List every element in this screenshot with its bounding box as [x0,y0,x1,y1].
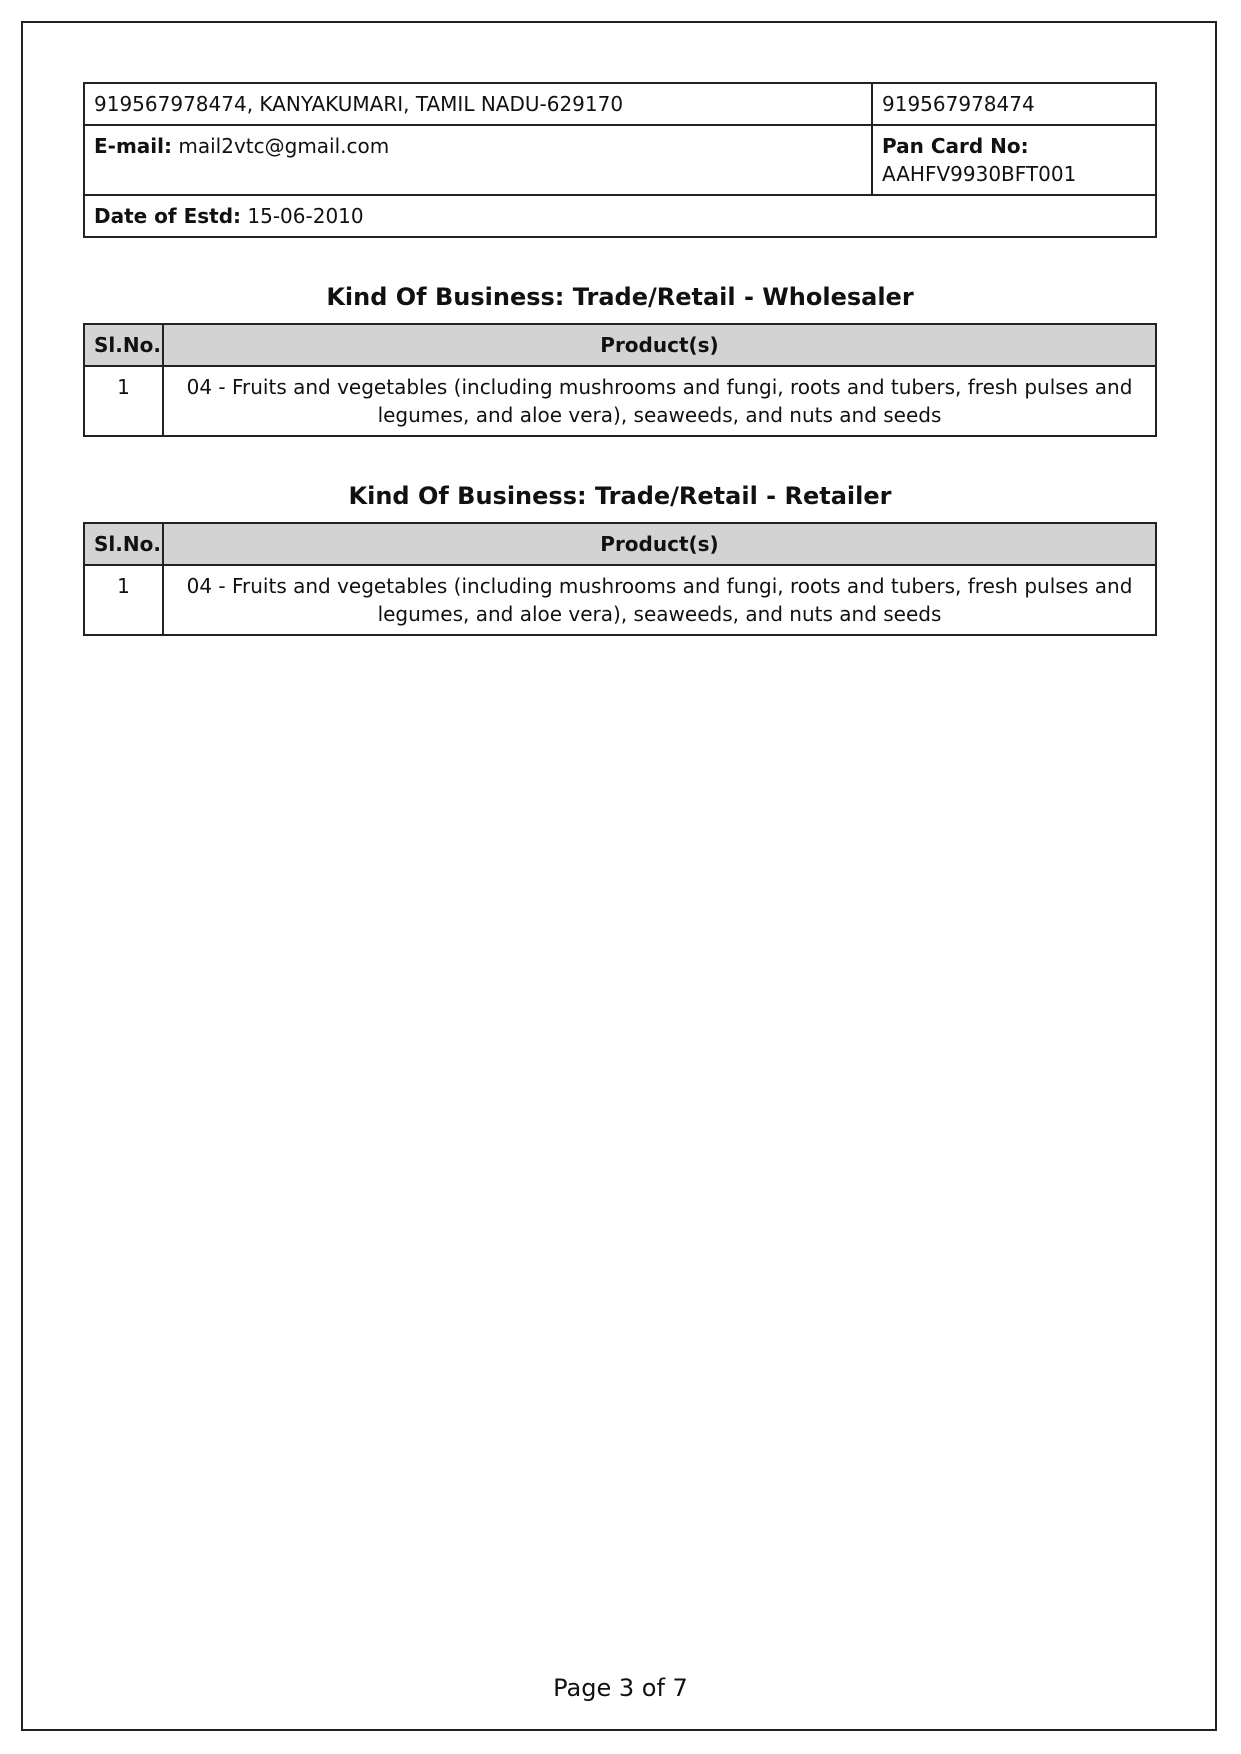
phone-value: 919567978474 [882,92,1035,116]
address-cell [84,83,872,125]
phone-cell [872,83,1156,125]
email-value: mail2vtc@gmail.com [178,134,390,158]
document-content [83,82,1157,636]
product-header: Product(s) [163,324,1156,366]
table-row [84,565,1156,635]
slno-header: Sl.No. [84,523,163,565]
pan-value: AAHFV9930BFT001 [882,162,1077,186]
email-label: E-mail: [94,134,173,158]
pan-label: Pan Card No: [882,134,1029,158]
product-cell: 04 - Fruits and vegetables (including mushrooms and fungi, roots and tubers, fresh pulses and legumes, and aloe vera), seaweeds, and nuts and seeds [163,366,1156,436]
contact-info-table [83,82,1157,238]
estd-label: Date of Estd: [94,204,242,228]
estd-value: 15-06-2010 [247,204,364,228]
product-cell: 04 - Fruits and vegetables (including mushrooms and fungi, roots and tubers, fresh pulses and legumes, and aloe vera), seaweeds, and nuts and seeds [163,565,1156,635]
page-number: Page 3 of 7 [553,1674,688,1702]
section-title-wholesaler: Kind Of Business: Trade/Retail - Wholesaler [326,283,914,311]
products-table-retailer [83,522,1157,636]
estd-cell [84,195,1156,237]
table-row [84,366,1156,436]
email-cell [84,125,872,195]
products-table-wholesaler [83,323,1157,437]
product-header: Product(s) [163,523,1156,565]
slno-header: Sl.No. [84,324,163,366]
table-header-row [84,523,1156,565]
section-title-retailer: Kind Of Business: Trade/Retail - Retailer [348,482,892,510]
address-value: 919567978474, KANYAKUMARI, TAMIL NADU-629170 [94,92,624,116]
slno-cell: 1 [84,565,163,635]
slno-cell: 1 [84,366,163,436]
pan-cell [872,125,1156,195]
table-header-row [84,324,1156,366]
